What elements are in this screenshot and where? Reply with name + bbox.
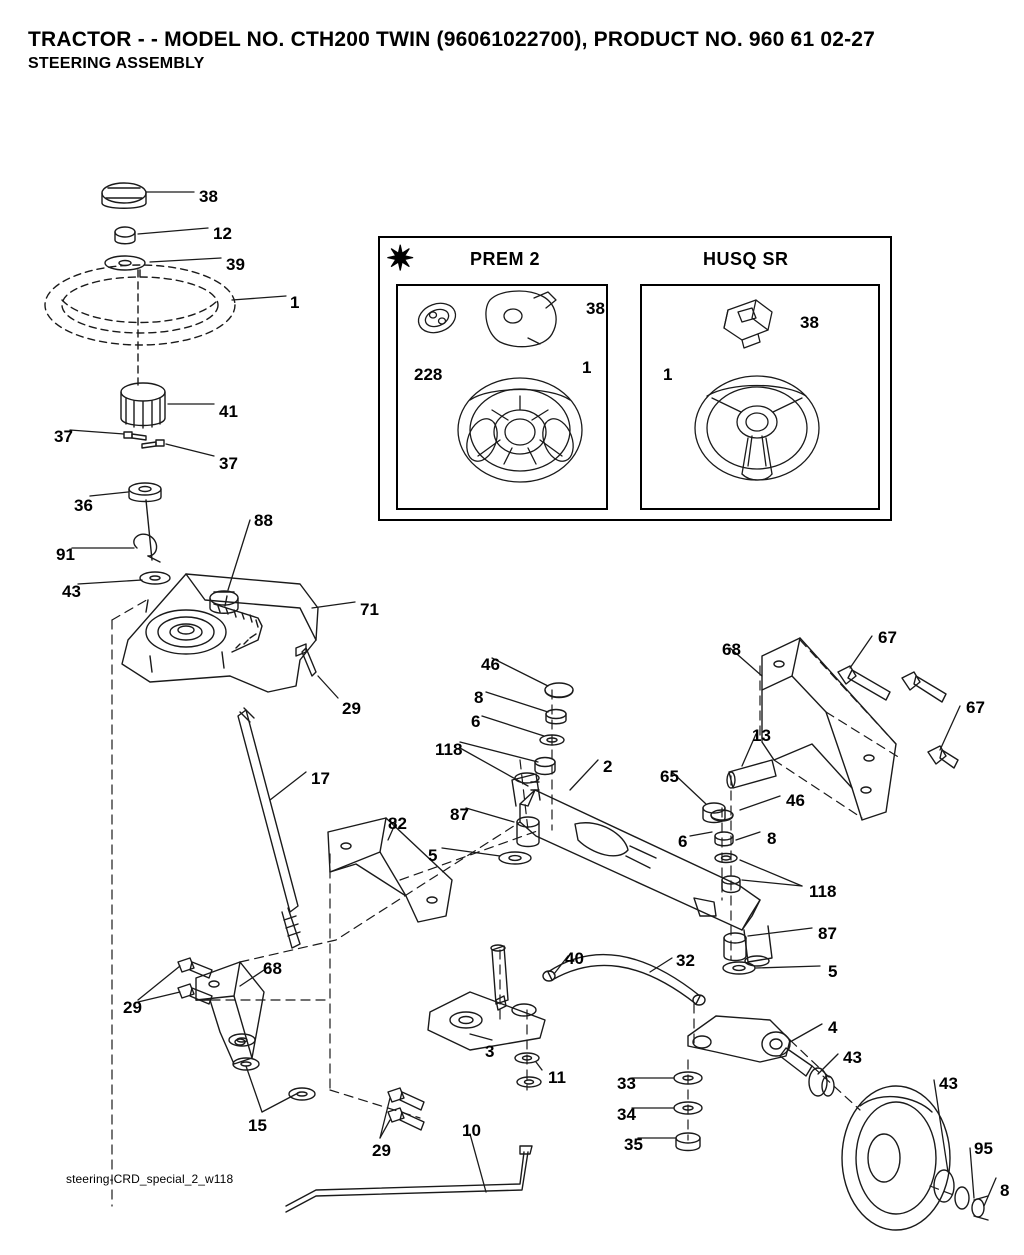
callout-number-82-21: 82 — [388, 814, 407, 833]
callout-number-11-38: 11 — [548, 1068, 566, 1087]
bolt-67-c — [928, 746, 958, 768]
bolt-29-left-a — [178, 958, 212, 978]
asterisk-icon: ✷ — [386, 240, 415, 278]
inset-panel-husqsr — [640, 284, 880, 510]
pin-13 — [727, 760, 776, 788]
callout-number-15-45: 15 — [248, 1116, 267, 1135]
inset-callout-number-38-0: 38 — [586, 299, 605, 318]
bolt-37-right — [142, 440, 164, 448]
callout-number-67-24: 67 — [966, 698, 985, 717]
inset-heading-husqsr: HUSQ SR — [703, 249, 789, 269]
right-spindle-hardware — [711, 810, 755, 974]
inset-heading-prem2: PREM 2 — [470, 249, 541, 269]
bolt-67-b — [902, 672, 946, 702]
bracket-82 — [328, 818, 452, 922]
washer-11-stack — [515, 1053, 541, 1087]
callout-number-71-11: 71 — [360, 600, 379, 619]
callout-number-88-8: 88 — [254, 511, 273, 530]
callout-number-95-48: 95 — [974, 1139, 993, 1158]
bracket-68-right — [762, 638, 896, 820]
inset-panel-prem2 — [396, 284, 608, 510]
callout-number-8-15: 8 — [474, 688, 484, 707]
callout-number-5-32: 5 — [828, 962, 838, 981]
inset-callout-number-38-0: 38 — [800, 313, 819, 332]
nut-12 — [115, 227, 135, 244]
callout-number-29-36: 29 — [123, 998, 142, 1017]
callout-number-29-46: 29 — [372, 1141, 391, 1160]
callout-number-36-7: 36 — [74, 496, 93, 515]
drag-link-17 — [238, 708, 300, 948]
front-axle-2 — [512, 773, 772, 966]
bolt-67-a — [838, 666, 890, 700]
spacer-stack-33-34-35 — [674, 1072, 702, 1151]
callout-number-3-37: 3 — [485, 1042, 495, 1061]
spindle-arm-4 — [688, 1016, 812, 1076]
inset-callout-number-1-1: 1 — [663, 365, 673, 384]
inset-callout-number-228-1: 228 — [414, 365, 443, 384]
callout-number-68-35: 68 — [263, 959, 282, 978]
gear-housing-71 — [122, 574, 318, 692]
callout-number-12-1: 12 — [213, 224, 232, 243]
callout-number-40-33: 40 — [565, 949, 584, 968]
callout-number-46-27: 46 — [786, 791, 805, 810]
washer-15-stack — [229, 1034, 315, 1100]
hub-hardware-95-8-43 — [809, 1068, 988, 1220]
callout-number-6-28: 6 — [678, 832, 688, 851]
callout-number-43-10: 43 — [62, 582, 81, 601]
callout-number-1-3: 1 — [290, 293, 300, 312]
callout-number-10-47: 10 — [462, 1121, 481, 1140]
callout-number-34-43: 34 — [617, 1105, 636, 1124]
callout-number-4-39: 4 — [828, 1018, 838, 1037]
bolt-29-left-b — [178, 984, 212, 1004]
callout-number-41-4: 41 — [219, 402, 238, 421]
bolt-29-bottom-a — [388, 1088, 424, 1110]
washer-43-upper — [140, 572, 170, 584]
adapter-41 — [121, 383, 165, 428]
assembly-guides — [112, 598, 956, 1206]
callout-number-43-40: 43 — [843, 1048, 862, 1067]
callout-number-118-17: 118 — [435, 740, 463, 759]
callout-number-65-26: 65 — [660, 767, 679, 786]
callout-number-39-2: 39 — [226, 255, 245, 274]
rod-10 — [286, 1146, 532, 1212]
callout-number-91-9: 91 — [56, 545, 75, 564]
callout-number-2-18: 2 — [603, 757, 613, 776]
washer-39 — [105, 256, 145, 270]
steering-wheel-outline — [45, 265, 235, 345]
callout-number-37-5: 37 — [54, 427, 73, 446]
page-subtitle: STEERING ASSEMBLY — [28, 55, 205, 72]
callout-number-37-6: 37 — [219, 454, 238, 473]
callout-number-33-42: 33 — [617, 1074, 636, 1093]
bolt-29-bottom-b — [388, 1108, 424, 1130]
left-spindle-hardware — [499, 683, 573, 864]
page-title: TRACTOR - - MODEL NO. CTH200 TWIN (96061022700), PRODUCT NO. 960 61 02-27 — [28, 28, 876, 51]
callout-number-38-0: 38 — [199, 187, 218, 206]
callout-number-118-30: 118 — [809, 882, 837, 901]
inset-callout-number-1-2: 1 — [582, 358, 592, 377]
callout-number-35-44: 35 — [624, 1135, 643, 1154]
hub-cap-38 — [102, 183, 146, 208]
callout-number-29-12: 29 — [342, 699, 361, 718]
center-plate-3 — [428, 945, 545, 1050]
callout-number-32-34: 32 — [676, 951, 695, 970]
callout-number-8-49: 8 — [1000, 1181, 1010, 1200]
bushing-36 — [129, 483, 161, 502]
callout-number-67-23: 67 — [878, 628, 897, 647]
callout-number-17-13: 17 — [311, 769, 330, 788]
bolt-37-left — [124, 432, 146, 440]
drawing-code-label: steering-CRD_special_2_w118 — [66, 1172, 234, 1186]
callout-number-68-22: 68 — [722, 640, 741, 659]
callout-number-87-19: 87 — [450, 805, 469, 824]
retainer-91 — [134, 534, 160, 562]
callout-number-6-16: 6 — [471, 712, 481, 731]
callout-number-87-31: 87 — [818, 924, 837, 943]
callout-number-13-25: 13 — [752, 726, 771, 745]
diagram-title-block — [28, 28, 998, 73]
callout-number-43-41: 43 — [939, 1074, 958, 1093]
bracket-68-left — [196, 962, 264, 1064]
front-wheel — [842, 1086, 950, 1230]
callout-number-46-14: 46 — [481, 655, 500, 674]
callout-number-8-29: 8 — [767, 829, 777, 848]
callout-number-5-20: 5 — [428, 846, 438, 865]
bushing-65 — [703, 803, 725, 823]
